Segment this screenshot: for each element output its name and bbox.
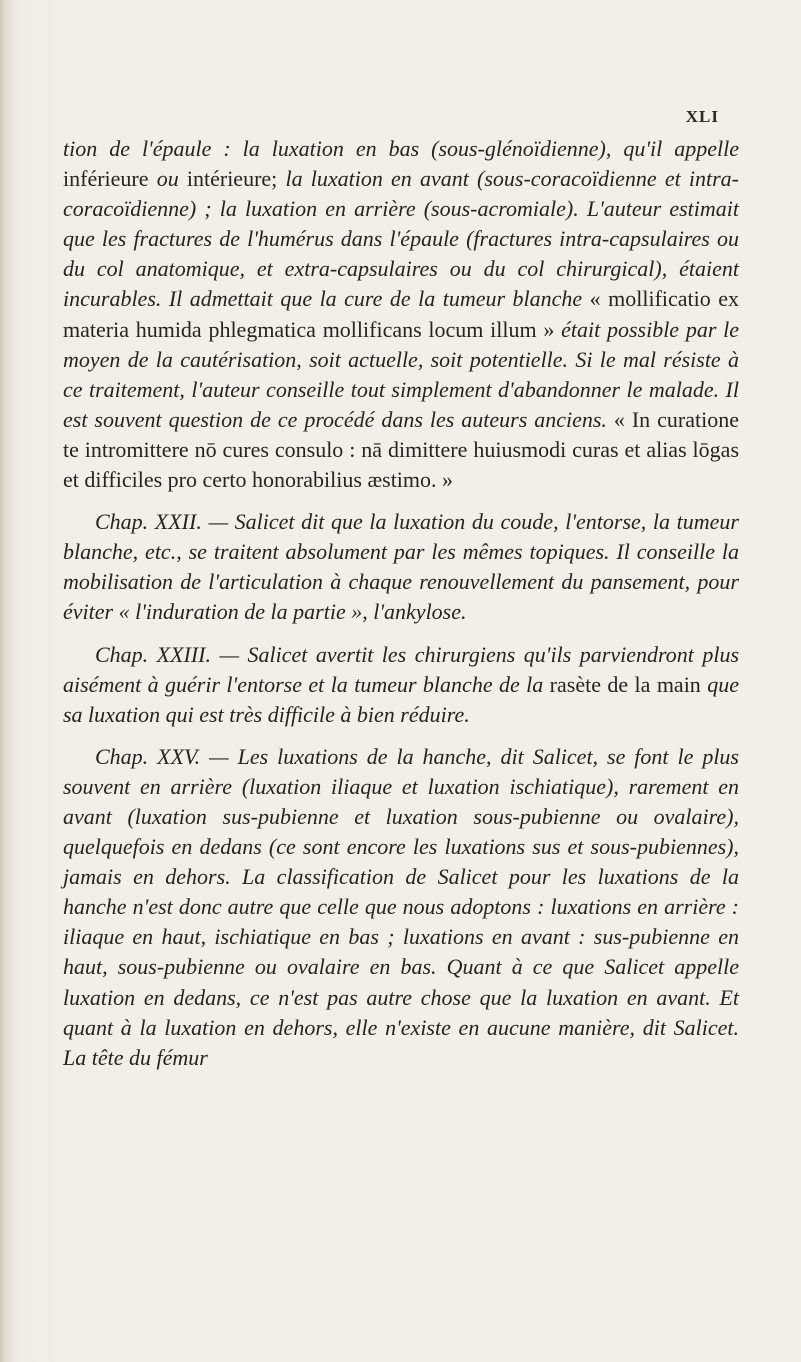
italic-text: tion de l'épaule : la luxation en bas (sous-glénoïdienne), qu'il appelle	[63, 136, 739, 161]
italic-text: Chap. XXII. — Salicet dit que la luxation du coude, l'entorse, la tumeur blanche, etc., se traitent absolument par les mêmes topiques. Il conseille la mobilisation de l'articulation à chaque renouvellement du pansement, pour éviter « l'induration de la partie », l'ankylose.	[63, 509, 739, 625]
paragraph	[63, 742, 739, 1073]
paragraph	[63, 134, 739, 495]
page-number: XLI	[685, 107, 719, 126]
roman-text: rasète de la main	[549, 671, 708, 697]
italic-text: Chap. XXIII. — Salicet avertit les chirurgiens qu'ils parviendront plus aisément à guérir l'entorse et la tumeur blanche de la	[63, 641, 739, 697]
roman-text: « In curatione te intromittere nō cures consulo : nā dimittere huiusmodi curas et alias lōgas et difficiles pro certo honorabilius æstimo. »	[63, 406, 739, 493]
roman-text: intérieure;	[186, 166, 286, 192]
roman-text: inférieure	[63, 166, 157, 192]
paragraph	[63, 507, 739, 627]
italic-text: était possible par le moyen de la cautérisation, soit actuelle, soit potentielle. Si le mal résiste à ce traitement, l'auteur conseille tout simplement d'abandonner le malade. Il est souvent question de ce procédé dans les auteurs anciens.	[63, 316, 740, 432]
body-text	[63, 134, 739, 1073]
roman-text: « mollificatio ex materia humida phlegmatica mollificans locum illum »	[63, 286, 739, 342]
italic-text: que sa luxation qui est très difficile à bien réduire.	[63, 671, 739, 727]
paragraph	[63, 640, 739, 730]
italic-text: la luxation en avant (sous-coracoïdienne et intra-coracoïdienne) ; la luxation en arrière (sous-acromiale). L'auteur estimait que les fractures de l'humérus dans l'épaule (fractures intra-capsulaires ou du col anatomique, et extra-capsulaires ou du col chirurgical), étaient incurables. Il admettait que la cure de la tumeur blanche	[63, 166, 740, 312]
italic-text: Chap. XXV. — Les luxations de la hanche, dit Salicet, se font le plus souvent en arrière (luxation iliaque et luxation ischiatique), rarement en avant (luxation sus-pubienne et luxation sous-pubienne ou ovalaire), quelquefois en dedans (ce sont encore les luxations sus et sous-pubiennes), jamais en dehors. La classification de Salicet pour les luxations de la hanche n'est donc autre que celle que nous adoptons : luxations en arrière : iliaque en haut, ischiatique en bas ; luxations en avant : sus-pubienne en haut, sous-pubienne ou ovalaire en bas. Quant à ce que Salicet appelle luxation en dedans, ce n'est pas autre chose que la luxation en avant. Et quant à la luxation en dehors, elle n'existe en aucune manière, dit Salicet. La tête du fémur	[63, 743, 739, 1070]
italic-text: ou	[156, 166, 187, 192]
